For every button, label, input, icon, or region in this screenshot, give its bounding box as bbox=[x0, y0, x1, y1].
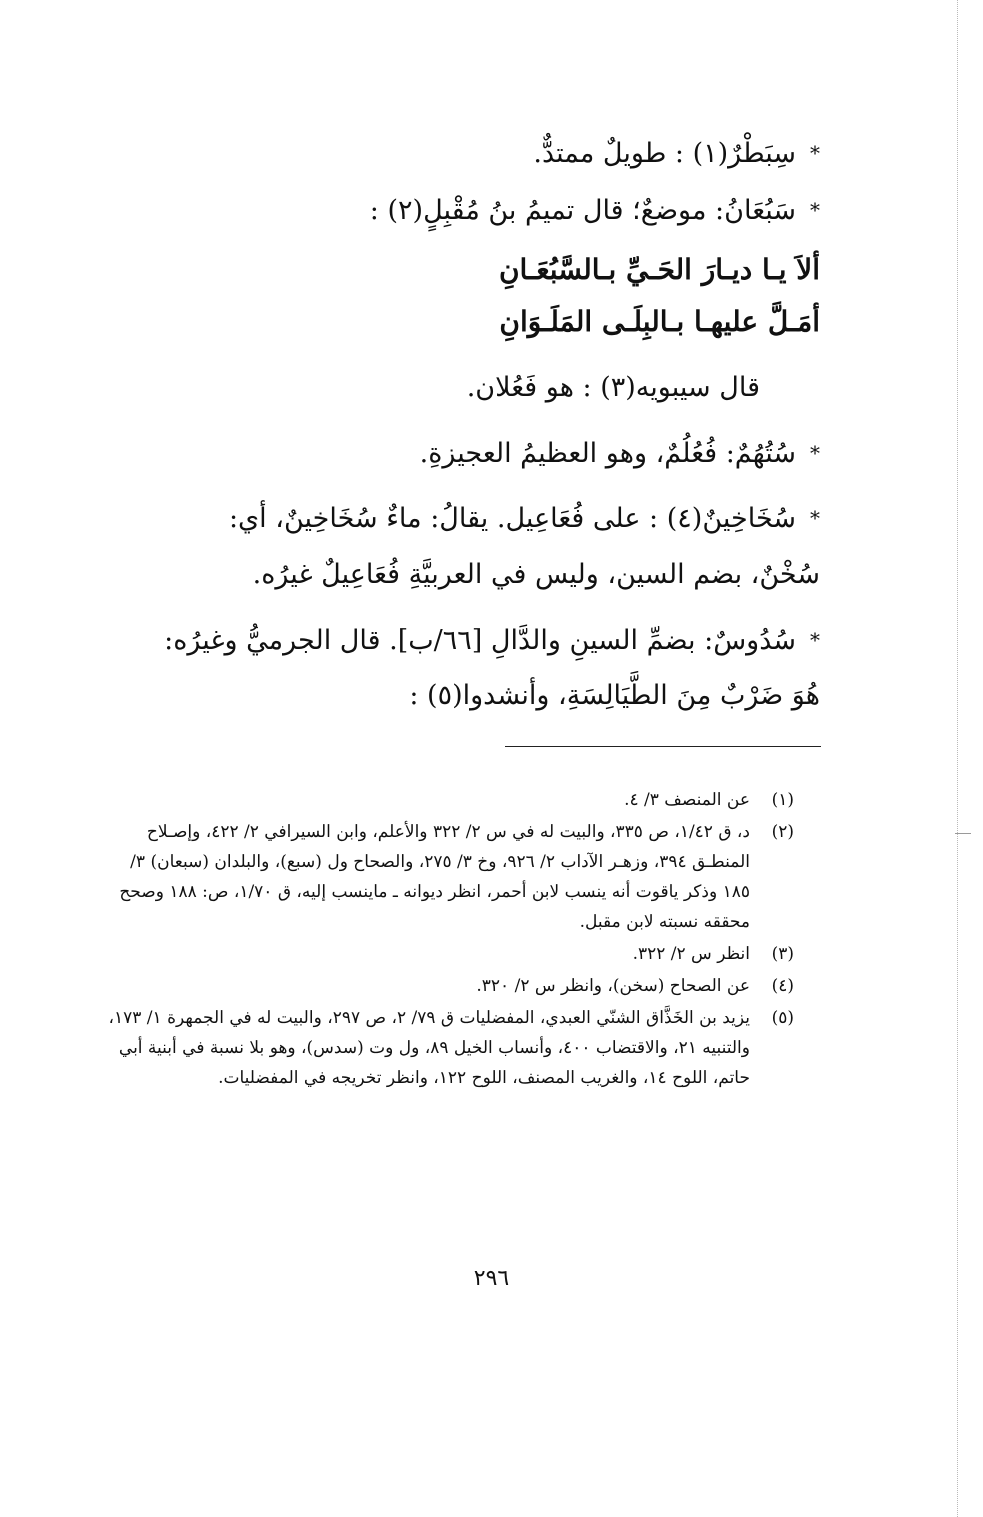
footnote-number: (٤) bbox=[771, 976, 794, 996]
footnote bbox=[100, 939, 794, 969]
entry-line bbox=[533, 133, 820, 174]
entry-text: سُتُهُمٌ: فُعُلُمٌ، وهو العظيمُ العجيزةِ. bbox=[419, 438, 796, 469]
entry-star: * bbox=[810, 141, 820, 165]
footnote-separator bbox=[505, 746, 821, 747]
footnote-text: يزيد بن الخَذَّاق الشنّي العبدي، المفضليات ق ٧٩/ ٢، ص ٢٩٧، والبيت له في الجمهرة ١/ ١٧٣، والتنبيه ٢١، والاقتضاب ٤٠٠، وأنساب الخيل ٨٩، ول وت (سدس)، وهو بلا نسبة في أبنية أبي حاتم، اللوح ١٤، والغريب المصنف، اللوح ١٢٢، وانظر تخريجه في المفضليات. bbox=[108, 1008, 750, 1088]
entry-line bbox=[164, 620, 820, 661]
footnote-number: (٣) bbox=[771, 944, 794, 964]
entry-line bbox=[467, 368, 760, 408]
entry-text: سُدُوسٌ: بضمِّ السينِ والدَّالِ [٦٦/ب]. قال الجرميُّ وغيرُه: bbox=[164, 625, 796, 656]
entry-star: * bbox=[810, 198, 820, 222]
entry-line bbox=[420, 433, 820, 474]
entry-text: سَبُعَانُ: موضعٌ؛ قال تميمُ بنُ مُقْبِلٍ(٢) : bbox=[369, 195, 796, 226]
footnote-number: (٢) bbox=[771, 822, 794, 842]
entry-star: * bbox=[810, 628, 820, 652]
poem-text: أمَـلَّ عليهـا بـالبِلَـى المَلَـوَانِ bbox=[499, 305, 820, 338]
entry-text: سُخَاخِينٌ(٤) : على فُعَاعِيل. يقالُ: ماءٌ سُخَاخِينٌ، أي: bbox=[228, 503, 796, 534]
entry-text: هُوَ ضَرْبٌ مِنَ الطَّيَالِسَةِ، وأنشدوا(٥) : bbox=[409, 680, 820, 711]
poem-line bbox=[499, 302, 820, 342]
entry-star: * bbox=[810, 441, 820, 465]
footnote-number: (٥) bbox=[771, 1008, 794, 1028]
footnote bbox=[100, 785, 794, 815]
poem-text: ألاَ يـا ديـارَ الحَـيِّ بـالسَّبُعَـانِ bbox=[498, 253, 820, 286]
footnote-text: انظر س ٢/ ٣٢٢. bbox=[632, 944, 750, 964]
footnote bbox=[100, 817, 794, 937]
entry-line bbox=[253, 555, 820, 595]
poem-line bbox=[499, 250, 820, 290]
entry-text: سُخْنٌ، بضم السين، وليس في العربيَّةِ فُعَاعِيلٌ غيرُه. bbox=[252, 559, 820, 590]
footnote bbox=[100, 971, 794, 1001]
footnote bbox=[100, 1003, 794, 1093]
entry-line bbox=[409, 676, 820, 716]
footnote-text: عن الصحاح (سخن)، وانظر س ٢/ ٣٢٠. bbox=[476, 976, 750, 996]
page-number: ٢٩٦ bbox=[473, 1266, 510, 1291]
footnotes bbox=[100, 785, 794, 1095]
entry-line bbox=[370, 190, 820, 231]
entry-text: سِبَطْرٌ(١) : طويلٌ ممتدٌّ. bbox=[533, 138, 796, 169]
footnote-text: د، ق ١/٤٢، ص ٣٣٥، والبيت له في س ٢/ ٣٢٢ والأعلم، وابن السيرافي ٢/ ٤٢٢، وإصـلاح المنطـق ٣٩٤، وزهـر الآداب ٢/ ٩٢٦، وخ ٣/ ٢٧٥، والصحاح ول (سبع)، والبلدان (سبعان) ٣/ ١٨٥ وذكر ياقوت أنه ينسب لابن أحمر، انظر ديوانه ـ ماينسب إليه، ق ١/٧٠، ص: ١٨٨ وصحح محققه نسبته لابن مقبل. bbox=[119, 822, 750, 932]
footnote-text: عن المنصف ٣/ ٤. bbox=[624, 790, 750, 810]
entry-line bbox=[229, 498, 820, 539]
entry-text: قال سيبويه(٣) : هو فَعُلان. bbox=[466, 372, 760, 403]
footnote-number: (١) bbox=[771, 790, 794, 810]
entry-star: * bbox=[810, 506, 820, 530]
scan-edge-mark bbox=[955, 833, 971, 834]
